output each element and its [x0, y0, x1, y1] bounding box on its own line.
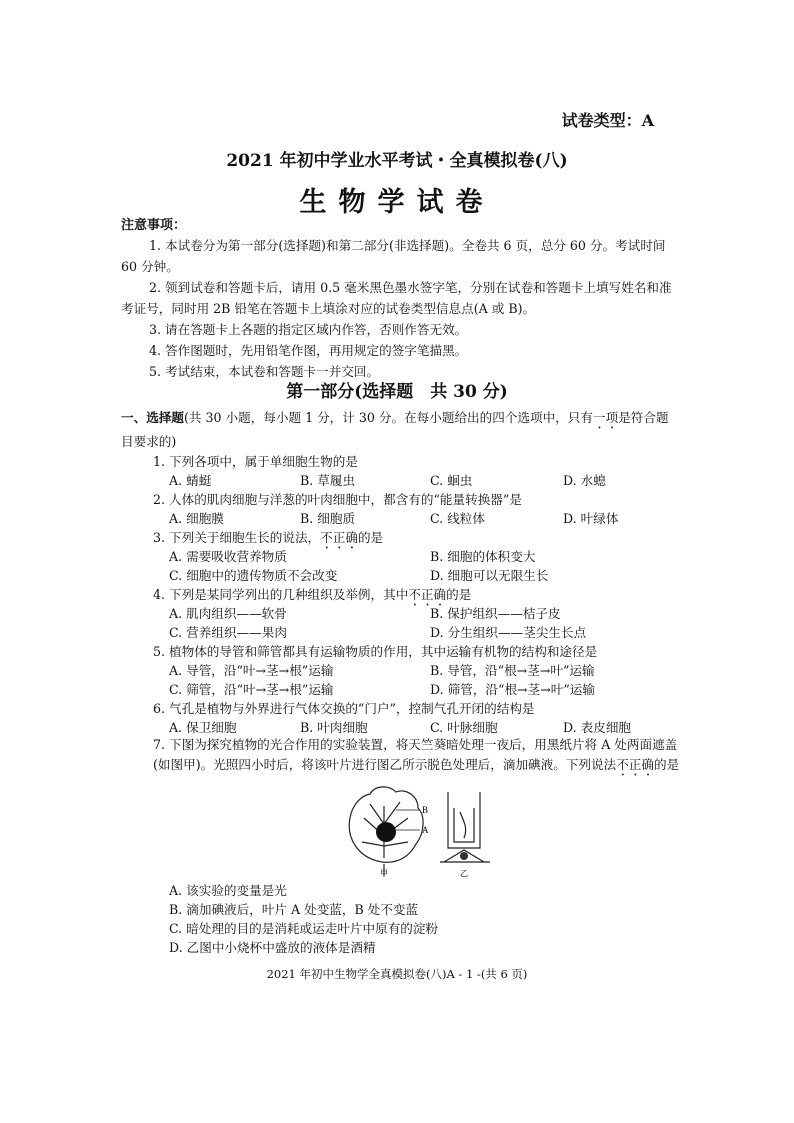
- q5-option-a: A. 导管，沿“叶→茎→根”运输: [169, 663, 334, 678]
- q3-option-b: B. 细胞的体积变大: [430, 549, 536, 564]
- q4-option-c: C. 营养组织——果肉: [169, 625, 287, 640]
- experiment-figure: [340, 778, 500, 878]
- q6-option-b: B. 叶肉细胞: [300, 720, 368, 735]
- q3-option-d: D. 细胞可以无限生长: [430, 568, 549, 583]
- q7-option-d: D. 乙图中小烧杯中盛放的液体是酒精: [169, 940, 376, 955]
- q2-option-d: D. 叶绿体: [563, 511, 619, 526]
- question-1-stem: 1. 下列各项中，属于单细胞生物的是: [153, 454, 358, 469]
- figure-jia-label: 甲: [380, 869, 388, 878]
- question-6-stem: 6. 气孔是植物与外界进行气体交换的“门户”，控制气孔开闭的结构是: [153, 701, 535, 716]
- q4-stem-emphasis: 不正确: [408, 587, 447, 602]
- q3-stem-b: 的是: [357, 530, 384, 545]
- exam-title: 2021 年初中学业水平考试・全真模拟卷(八): [226, 151, 568, 171]
- notice-item: 4. 答作图题时，先用铅笔作图，再用规定的签字笔描黑。: [149, 343, 468, 358]
- part1-title: 第一部分(选择题 共 30 分): [286, 382, 508, 402]
- burner-flame: [460, 852, 468, 860]
- q4-option-a: A. 肌肉组织——软骨: [169, 606, 287, 621]
- q6-option-d: D. 表皮细胞: [563, 720, 632, 735]
- paper-type-label: 试卷类型：A: [561, 111, 654, 130]
- q7-option-b: B. 滴加碘液后，叶片 A 处变蓝，B 处不变蓝: [169, 902, 419, 917]
- q5-option-d: D. 筛管，沿“根→茎→叶”运输: [430, 682, 595, 697]
- q3-option-c: C. 细胞中的遗传物质不会改变: [169, 568, 338, 583]
- q2-option-b: B. 细胞质: [300, 511, 356, 526]
- q7-option-c: C. 暗处理的目的是消耗或运走叶片中原有的淀粉: [169, 921, 439, 936]
- q3-stem-a: 3. 下列关于细胞生长的说法，: [153, 530, 321, 545]
- question-2-stem: 2. 人体的肌肉细胞与洋葱的叶肉细胞中，都含有的“能量转换器”是: [153, 492, 522, 507]
- subject-title: 生物学试卷: [299, 187, 495, 218]
- q2-option-c: C. 线粒体: [430, 511, 485, 526]
- q4-stem-a: 4. 下列是某同学列出的几种组织及举例，其中: [153, 587, 409, 602]
- notice-item: 1. 本试卷分为第一部分(选择题)和第二部分(非选择题)。全卷共 6 页，总分 60 分。考试时间 60 分钟。: [121, 238, 666, 274]
- q7-option-a: A. 该实验的变量是光: [169, 883, 287, 898]
- q6-option-a: A. 保卫细胞: [169, 720, 237, 735]
- q4-stem-b: 的是: [446, 587, 472, 602]
- figure-yi-label: 乙: [460, 869, 468, 878]
- notice-heading: 注意事项：: [121, 218, 187, 233]
- section1-instructions: [121, 408, 681, 452]
- q4-option-d: D. 分生组织——茎尖生长点: [430, 625, 587, 640]
- q1-option-a: A. 蜻蜓: [169, 473, 212, 488]
- page-footer: 2021 年初中生物学全真模拟卷(八)A - 1 -(共 6 页): [266, 967, 528, 981]
- section1-text-a: (共 30 小题，每小题 1 分，计 30 分。在每小题给出的四个选项中，只有: [183, 410, 593, 425]
- label-b: B: [422, 805, 429, 815]
- notice-item: 5. 考试结束，本试卷和答题卡一并交回。: [149, 364, 380, 379]
- q4-option-b: B. 保护组织——桔子皮: [430, 606, 561, 621]
- q2-option-a: A. 细胞膜: [169, 511, 224, 526]
- section1-text-b: 是符合题目要求的): [121, 410, 669, 449]
- label-a: A: [422, 825, 429, 835]
- beaker-apparatus: [440, 792, 490, 862]
- question-7-stem: [153, 735, 681, 779]
- q7-stem-b: 的是: [653, 757, 680, 772]
- notice-item: 2. 领到试卷和答题卡后，请用 0.5 毫米黑色墨水签字笔，分别在试卷和答题卡上填写姓名和准考证号，同时用 2B 铅笔在答题卡上填涂对应的试卷类型信息点(A 或 B)。: [121, 280, 672, 316]
- q1-option-d: D. 水螅: [563, 473, 606, 488]
- black-paper-patch: [376, 822, 396, 842]
- notice-item: 3. 请在答题卡上各题的指定区域内作答，否则作答无效。: [149, 322, 468, 337]
- q5-option-b: B. 导管，沿“根→茎→叶”运输: [430, 663, 595, 678]
- q1-option-b: B. 草履虫: [300, 473, 356, 488]
- section1-heading: 一、选择题: [121, 410, 184, 425]
- q1-option-c: C. 蛔虫: [430, 473, 473, 488]
- q7-stem-emphasis: 不正确: [616, 757, 654, 772]
- q3-stem-emphasis: 不正确: [320, 530, 358, 545]
- q5-option-c: C. 筛管，沿“叶→茎→根”运输: [169, 682, 334, 697]
- q6-option-c: C. 叶脉细胞: [430, 720, 498, 735]
- q3-option-a: A. 需要吸收营养物质: [169, 549, 287, 564]
- section1-emphasis: 一项: [593, 410, 619, 425]
- question-5-stem: 5. 植物体的导管和筛管都具有运输物质的作用，其中运输有机物的结构和途径是: [153, 644, 598, 659]
- q7-stem-a: 7. 下图为探究植物的光合作用的实验装置，将天竺葵暗处理一夜后，用黑纸片将 A 处两面遮盖(如图甲)。光照四小时后，将该叶片进行图乙所示脱色处理后，滴加碘液。下列说法: [153, 737, 678, 772]
- notice-list: [121, 235, 681, 382]
